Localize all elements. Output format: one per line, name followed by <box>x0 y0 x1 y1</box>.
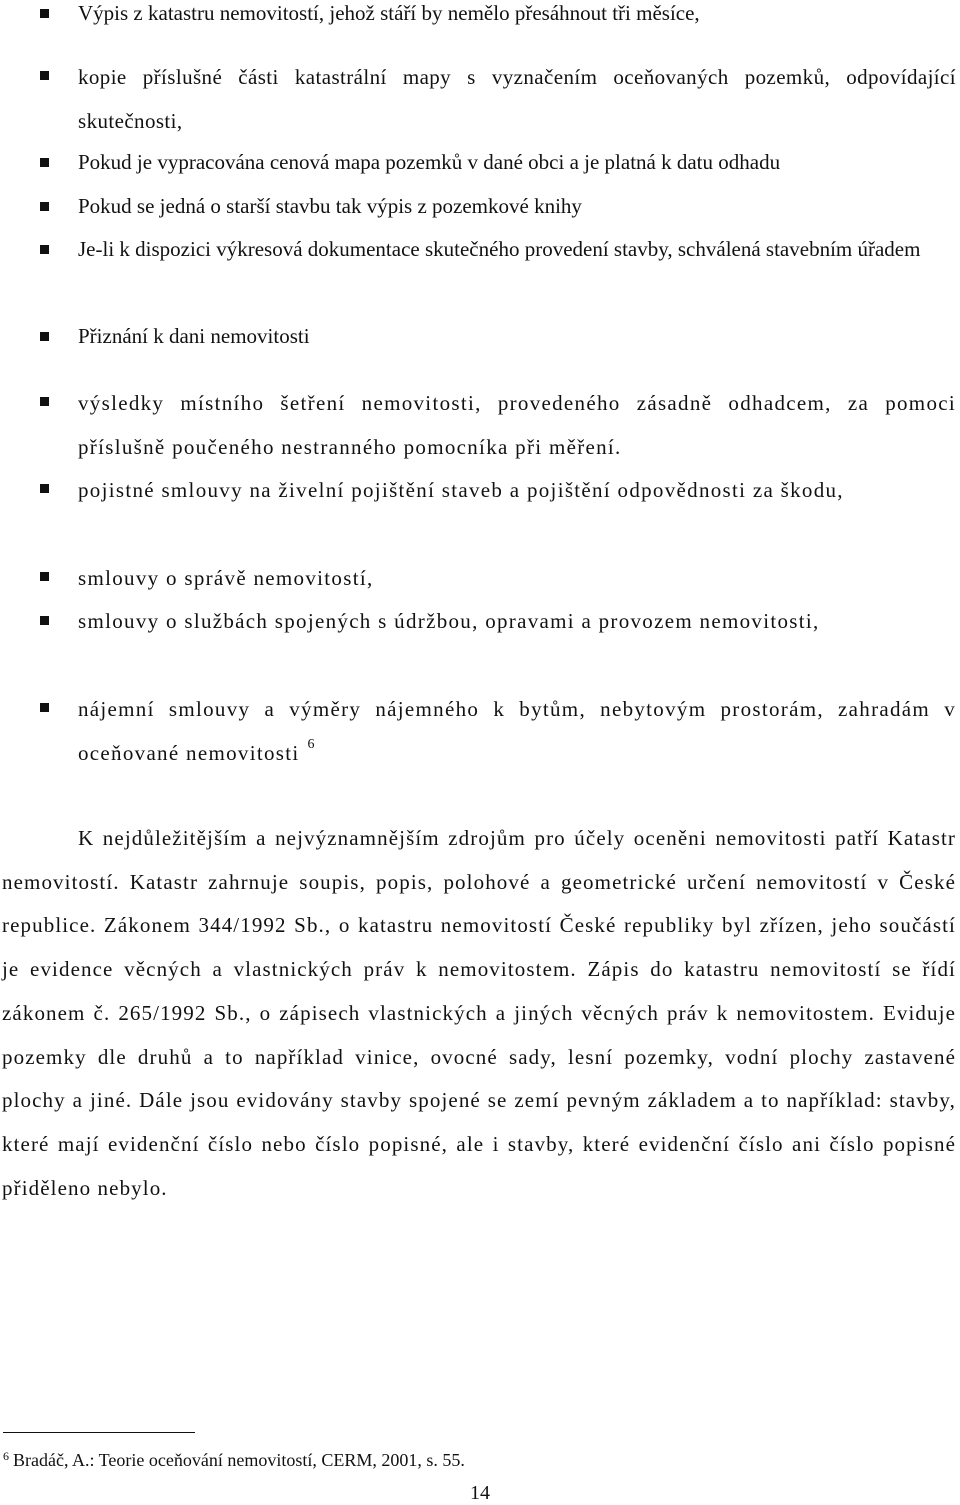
list-item-text: Výpis z katastru nemovitostí, jehož stáří by nemělo přesáhnout tři měsíce, <box>78 1 700 25</box>
bullet-square-icon <box>40 71 49 80</box>
list-item-text <box>78 687 956 775</box>
list-item-text: smlouvy o správě nemovitostí, <box>78 566 374 590</box>
footnote-number: 6 <box>3 1449 9 1463</box>
list-item-text: Přiznání k dani nemovitosti <box>78 324 310 348</box>
footnote-separator <box>3 1432 195 1433</box>
list-item-text: smlouvy o službách spojených s údržbou, opravami a provozem nemovitosti, <box>78 609 820 633</box>
list-item-text: kopie příslušné části katastrální mapy s vyznačením oceňovaných pozemků, odpovídající skutečnosti, <box>78 65 956 133</box>
footnote-reference[interactable]: 6 <box>307 737 316 752</box>
bullet-square-icon <box>40 245 49 254</box>
bullet-square-icon <box>40 158 49 167</box>
list-item-text: Pokud je vypracována cenová mapa pozemků v dané obci a je platná k datu odhadu <box>78 150 781 174</box>
list-item-text: Je-li k dispozici výkresová dokumentace skutečného provedení stavby, schválená stavebním úřadem <box>78 237 921 261</box>
bullet-square-icon <box>40 484 49 493</box>
bullet-square-icon <box>40 9 49 18</box>
bullet-square-icon <box>40 332 49 341</box>
list-item-text: pojistné smlouvy na živelní pojištění staveb a pojištění odpovědnosti za škodu, <box>78 478 844 502</box>
list-item-text: výsledky místního šetření nemovitosti, provedeného zásadně odhadcem, za pomoci příslušně poučeného nestranného pomocníka při měření. <box>78 391 956 459</box>
list-item-text: Pokud se jedná o starší stavbu tak výpis z pozemkové knihy <box>78 194 582 218</box>
bullet-square-icon <box>40 572 49 581</box>
bullet-square-icon <box>40 397 49 406</box>
footnote <box>3 1448 465 1472</box>
bullet-square-icon <box>40 202 49 211</box>
bullet-square-icon <box>40 703 49 712</box>
list-item-text-body: nájemní smlouvy a výměry nájemného k bytům, nebytovým prostorám, zahradám v oceňované nemovitosti <box>78 697 956 765</box>
footnote-text: Bradáč, A.: Teorie oceňování nemovitostí, CERM, 2001, s. 55. <box>13 1450 465 1470</box>
page-number: 14 <box>470 1482 490 1504</box>
body-paragraph: K nejdůležitějším a nejvýznamnějším zdrojům pro účely oceněni nemovitosti patří Katastr nemovitostí. Katastr zahrnuje soupis, popis, polohové a geometrické určení nemovitostí v České republice. Zákonem 344/1992 Sb., o katastru nemovitostí České republiky byl zřízen, jeho součástí je evidence věcných a vlastnických práv k nemovitostem. Zápis do katastru nemovitostí se řídí zákonem č. 265/1992 Sb., o zápisech vlastnických a jiných věcných práv k nemovitostem. Eviduje pozemky dle druhů a to například vinice, ovocné sady, lesní pozemky, vodní plochy zastavené plochy a jiné. Dále jsou evidovány stavby spojené se zemí pevným základem a to například: stavby, které mají evidenční číslo nebo číslo popisné, ale i stavby, které evidenční číslo ani číslo popisné přiděleno nebylo. <box>2 826 956 1200</box>
bullet-square-icon <box>40 616 49 625</box>
